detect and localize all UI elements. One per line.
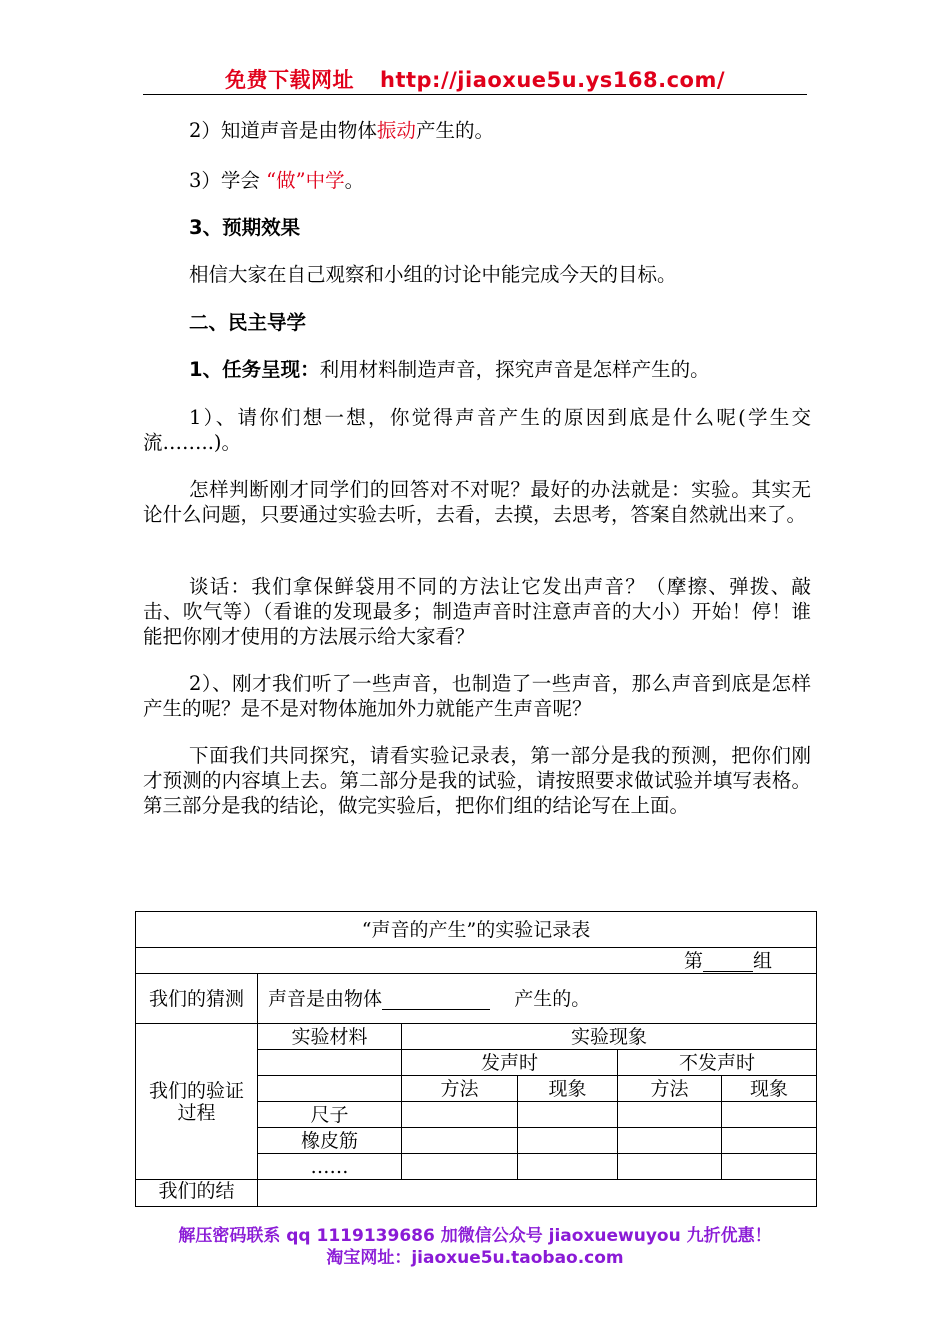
- expected-effect-heading: 3、预期效果: [189, 216, 301, 239]
- col-result-nosound: 现象: [722, 1076, 817, 1102]
- footer-taobao[interactable]: 淘宝网址：jiaoxue5u.taobao.com: [326, 1248, 624, 1268]
- col-sound-header: 发声时: [402, 1050, 618, 1076]
- objective-line-3: [143, 168, 811, 193]
- header-url-link[interactable]: http://jiaoxue5u.ys168.com/: [380, 68, 725, 92]
- input-cell[interactable]: [618, 1154, 722, 1180]
- input-cell[interactable]: [722, 1102, 817, 1128]
- expected-effect-text: 相信大家在自己观察和小组的讨论中能完成今天的目标。: [189, 263, 677, 286]
- objective-2-highlight: 振动: [376, 119, 416, 142]
- next-paragraph: 下面我们共同探究，请看实验记录表，第一部分是我的预测，把你们刚才预测的内容填上去。第二部分是我的试验，请按照要求做试验并填写表格。第三部分是我的结论，做完实验后，把你们组的结论写在上面。: [143, 744, 811, 817]
- input-cell[interactable]: [618, 1102, 722, 1128]
- guess-blank[interactable]: [382, 1009, 490, 1010]
- objective-line-2: [143, 118, 811, 143]
- input-cell[interactable]: [618, 1128, 722, 1154]
- task-line: [143, 357, 811, 382]
- section-heading: 二、民主导学: [189, 311, 307, 334]
- objective-2-text: 2）知道声音是由物体: [189, 119, 377, 142]
- group-number-blank[interactable]: [703, 971, 753, 972]
- download-header: [0, 64, 950, 94]
- input-cell[interactable]: [722, 1154, 817, 1180]
- table-title: “声音的产生”的实验记录表: [136, 912, 817, 948]
- header-divider: [143, 94, 807, 95]
- talk-paragraph: 谈话：我们拿保鲜袋用不同的方法让它发出声音？（摩擦、弹拨、敲击、吹气等）（看谁的发现最多；制造声音时注意声音的大小）开始！停！谁能把你刚才使用的方法展示给大家看？: [143, 575, 811, 648]
- experiment-record-table: [135, 911, 817, 1207]
- input-cell[interactable]: [402, 1102, 518, 1128]
- objective-3-end: 。: [344, 169, 365, 192]
- conclusion-label: 我们的结: [136, 1180, 258, 1207]
- footer-contact: 解压密码联系 qq 1119139686 加微信公众号 jiaoxuewuyou 九折优惠！: [178, 1226, 772, 1246]
- col-material-header: 实验材料: [258, 1024, 402, 1050]
- col-result-sound: 现象: [518, 1076, 618, 1102]
- guess-text-start: 声音是由物体: [268, 987, 383, 1010]
- material-etc: ……: [258, 1154, 402, 1180]
- col-nosound-header: 不发声时: [618, 1050, 817, 1076]
- question-2: 2）、刚才我们听了一些声音，也制造了一些声音，那么声音到底是怎样产生的呢？是不是对物体施加外力就能产生声音呢？: [143, 672, 811, 720]
- question-1: 1）、请你们想一想，你觉得声音产生的原因到底是什么呢(学生交流……..)。: [143, 406, 811, 454]
- objective-3-text: 3）学会: [189, 169, 260, 192]
- input-cell[interactable]: [402, 1128, 518, 1154]
- material-ruler: 尺子: [258, 1102, 402, 1128]
- judge-paragraph: 怎样判断刚才同学们的回答对不对呢？最好的办法就是：实验。其实无论什么问题，只要通过实验去听，去看，去摸，去思考，答案自然就出来了。: [143, 478, 811, 526]
- group-suffix: 组: [753, 949, 773, 972]
- col-method-sound: 方法: [402, 1076, 518, 1102]
- input-cell[interactable]: [518, 1102, 618, 1128]
- task-label: 1、任务呈现：: [189, 358, 320, 381]
- conclusion-input[interactable]: [258, 1180, 817, 1207]
- blank-header-cell: [258, 1076, 402, 1102]
- guess-text-end: 产生的。: [514, 987, 591, 1010]
- material-rubber-band: 橡皮筋: [258, 1128, 402, 1154]
- col-phenomenon-header: 实验现象: [402, 1024, 817, 1050]
- objective-2-end: 产生的。: [415, 119, 494, 142]
- group-row: [136, 948, 817, 974]
- blank-header-cell: [258, 1050, 402, 1076]
- input-cell[interactable]: [402, 1154, 518, 1180]
- header-label: 免费下载网址: [225, 68, 354, 92]
- group-prefix: 第: [684, 949, 704, 972]
- col-method-nosound: 方法: [618, 1076, 722, 1102]
- guess-cell: [258, 974, 817, 1024]
- input-cell[interactable]: [518, 1154, 618, 1180]
- input-cell[interactable]: [722, 1128, 817, 1154]
- guess-label: 我们的猜测: [136, 974, 258, 1024]
- task-text: 利用材料制造声音，探究声音是怎样产生的。: [319, 358, 710, 381]
- input-cell[interactable]: [518, 1128, 618, 1154]
- verify-label: 我们的验证过程: [136, 1024, 258, 1180]
- objective-3-highlight: “做”中学: [266, 169, 345, 192]
